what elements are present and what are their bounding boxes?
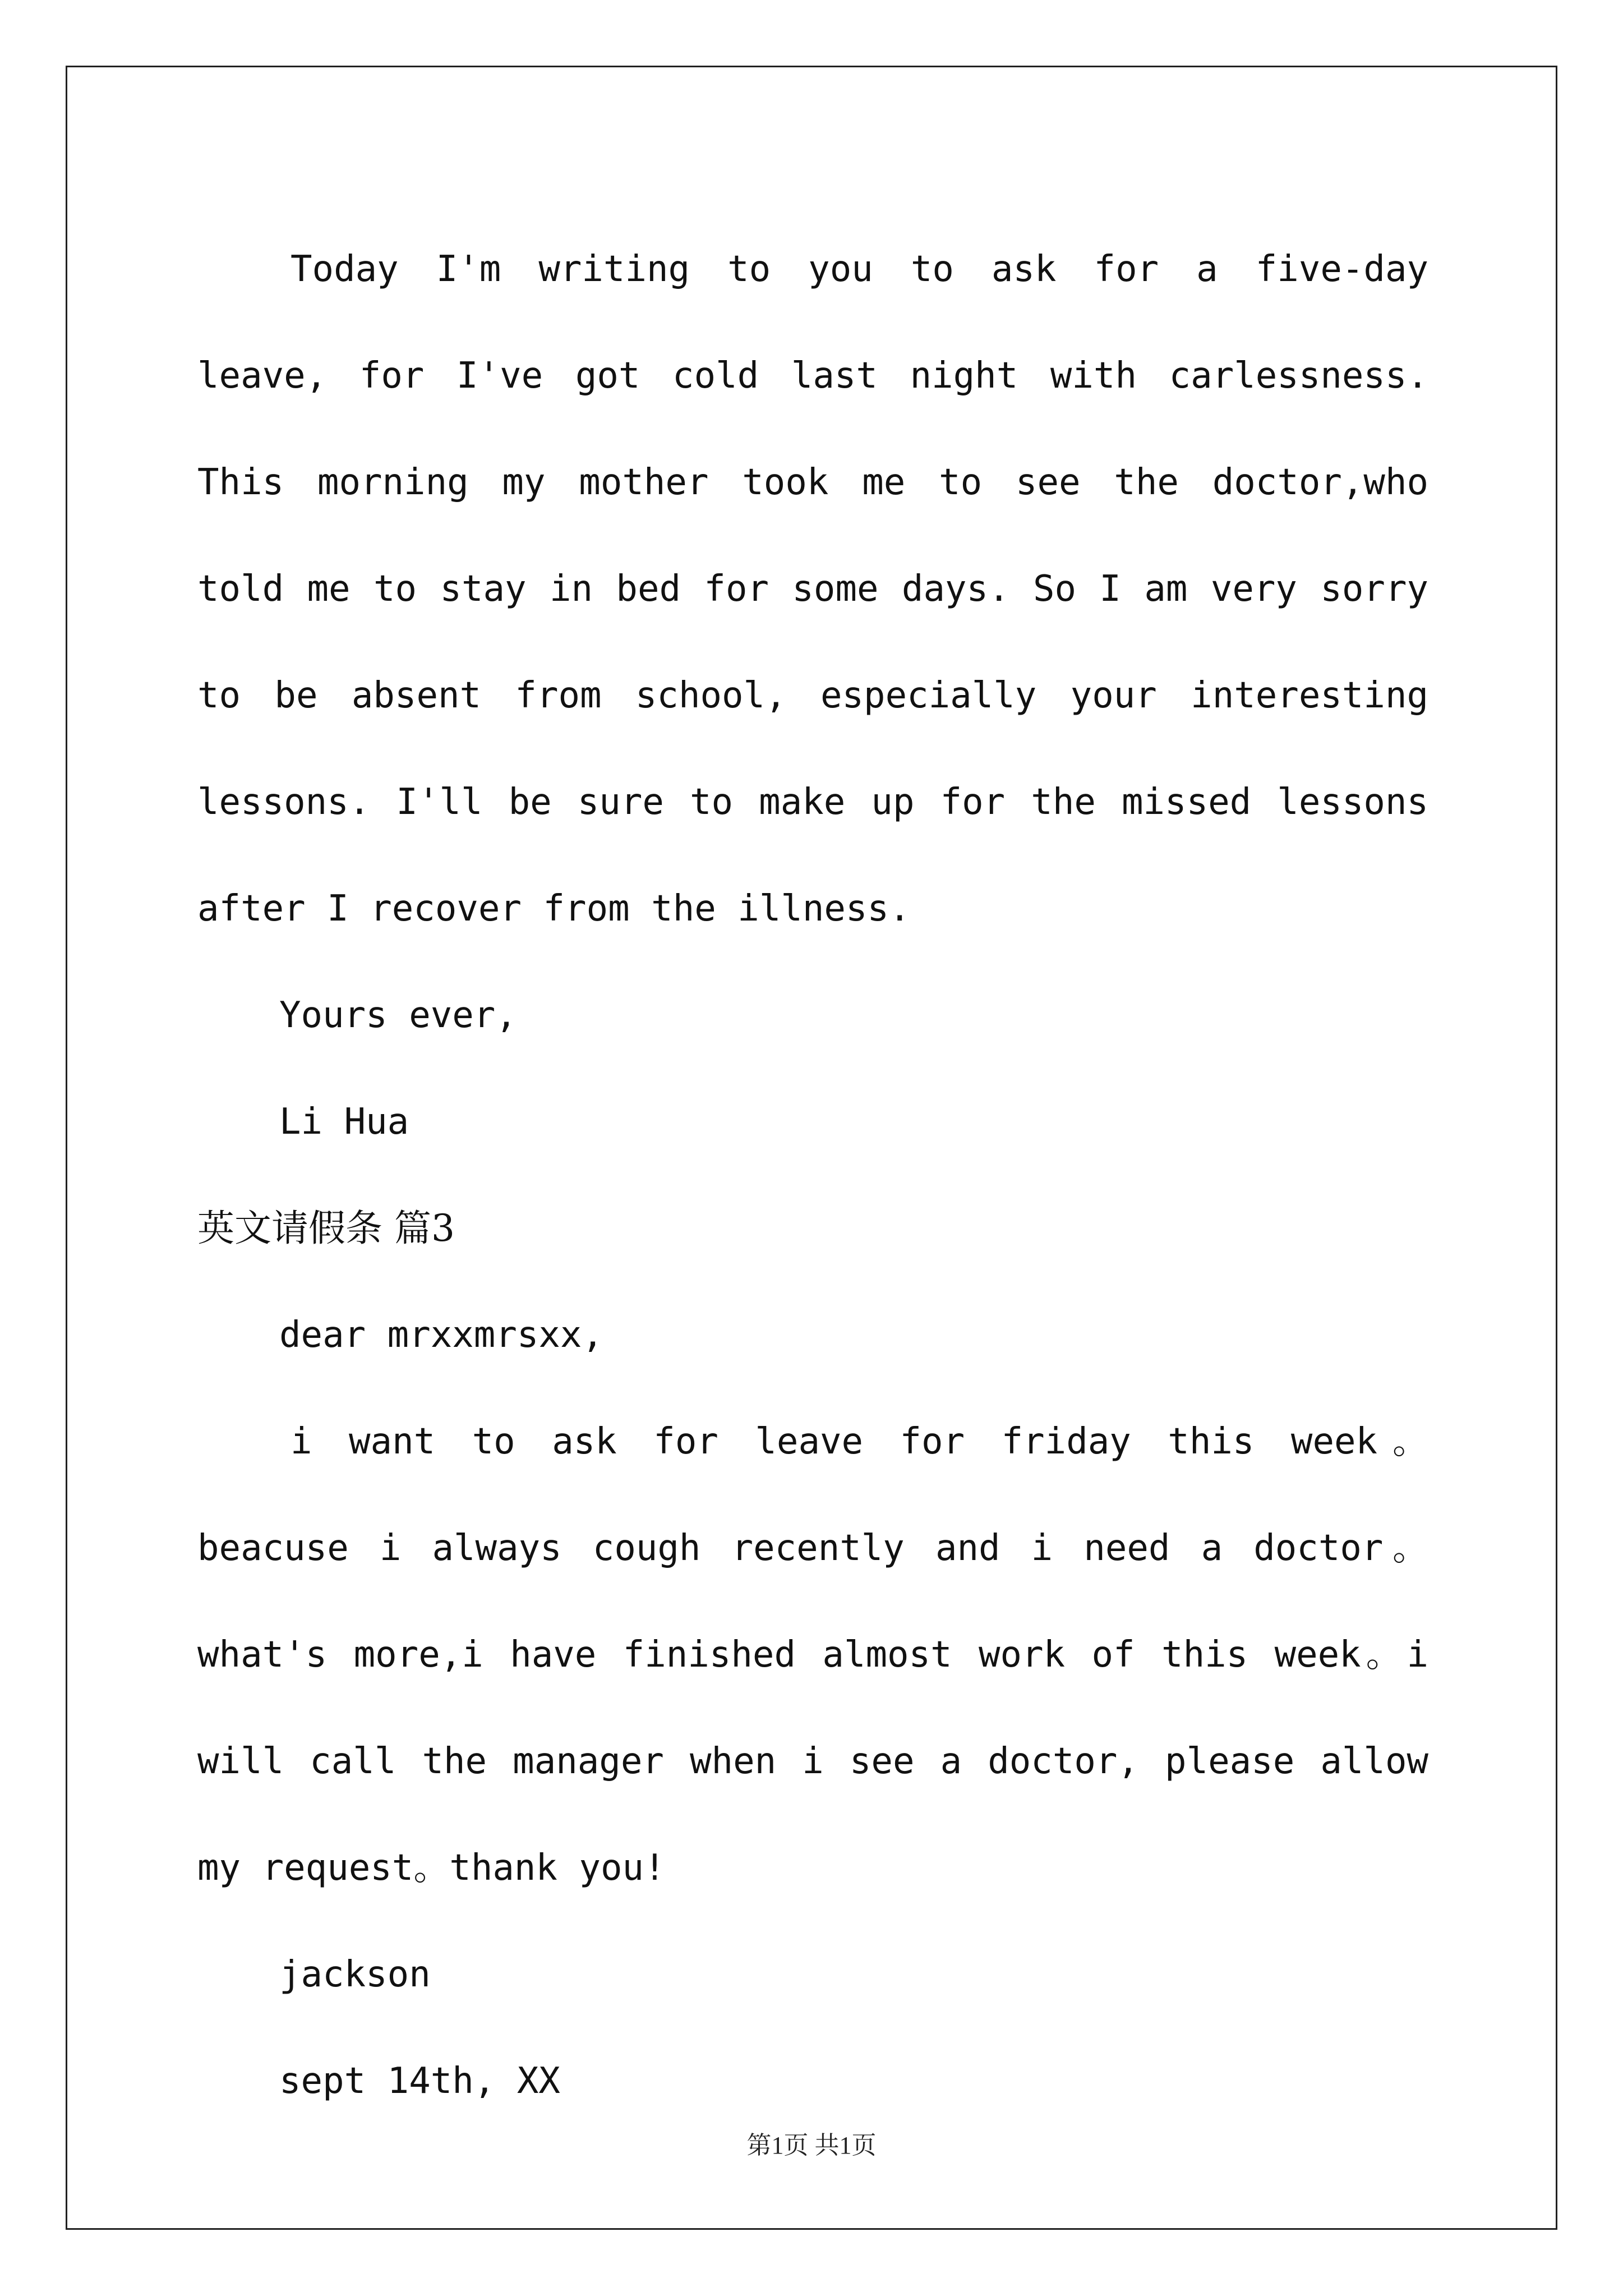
letter-1-body: Today I'm writing to you to ask for a five-day leave, for I've got cold last night with carlessness. This morning my mother took me to see the doctor,who told me to stay in bed for some days. So I am very sorry to be absent from school, especially your interesting lessons. I'll be sure to make up for the missed lessons after I recover from the illness. [197,249,1428,930]
document-body [197,216,1428,2134]
letter-2-signature: jackson [279,1954,431,1995]
letter-2-body: i want to ask for leave for friday this week。beacuse i always cough recently and i need a doctor。what's more,i have finished almost work of this week。i will call the manager when i see a doctor, please allow my request。thank you! [197,1421,1428,1889]
section-heading: 英文请假条 篇3 [197,1207,455,1250]
letter-1-signature: Li Hua [279,1101,409,1143]
letter-2-salutation: dear mrxxmrsxx, [279,1314,603,1356]
letter-1-closing: Yours ever, [279,995,517,1036]
page-footer: 第1页 共1页 [746,2132,877,2159]
letter-2-date: sept 14th, XX [279,2060,560,2102]
